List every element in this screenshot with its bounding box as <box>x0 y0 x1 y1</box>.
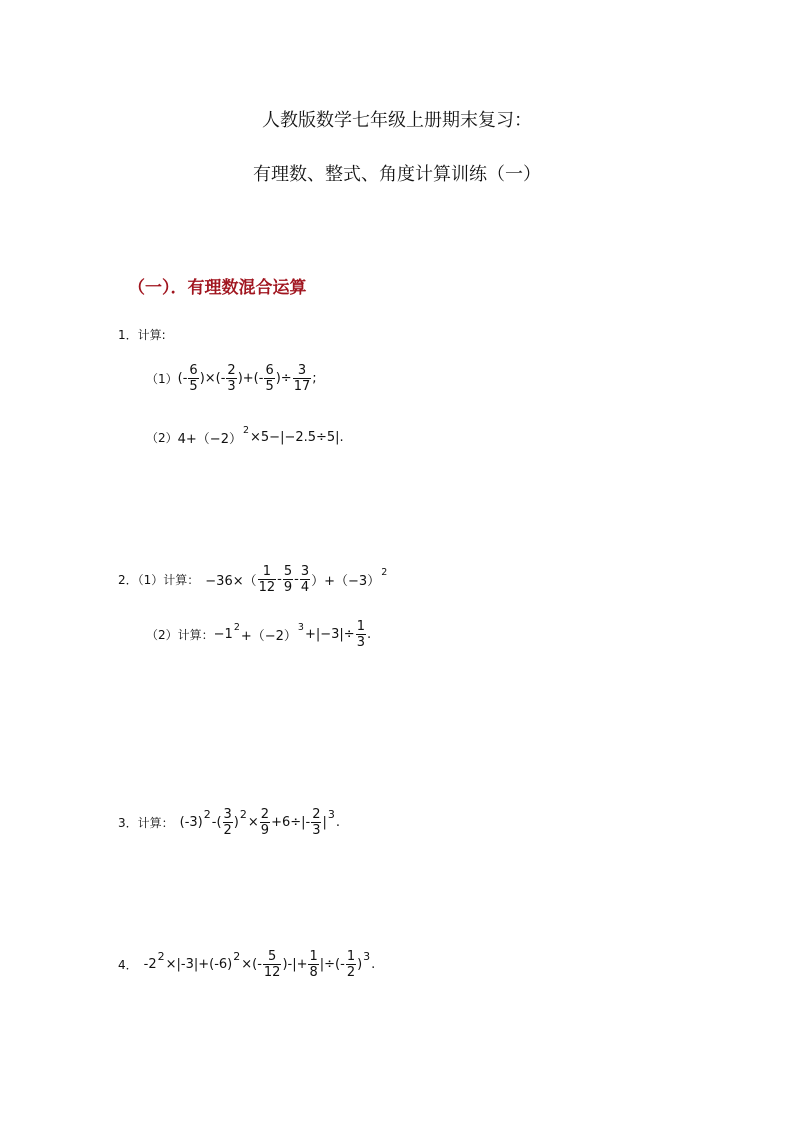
fraction <box>311 808 321 837</box>
exponent: 2 <box>239 808 247 821</box>
numerator: 6 <box>189 363 198 378</box>
numerator: 2 <box>260 807 270 822</box>
q1-p1-text: ; <box>312 371 317 386</box>
exponent: 2 <box>233 950 241 963</box>
q1-p1-text: )× <box>199 371 216 386</box>
numerator: 5 <box>268 949 277 964</box>
denominator: 12 <box>263 965 281 980</box>
q2-p2-text: +（−2） <box>240 629 297 644</box>
q3 <box>118 808 340 837</box>
fraction <box>263 950 282 979</box>
denominator: 12 <box>258 580 276 595</box>
exponent: 3 <box>327 808 335 821</box>
numerator: 1 <box>309 949 318 964</box>
q1-p2-text: ×5−|−2.5÷5|. <box>250 430 344 445</box>
q3-text: | <box>322 815 327 830</box>
q1-part2 <box>146 425 344 447</box>
fraction <box>308 950 318 979</box>
q4-label: 4． <box>118 958 138 972</box>
q2-part1 <box>118 565 388 594</box>
section-heading: （一）．有理数混合运算 <box>128 278 307 298</box>
denominator: 9 <box>283 580 293 595</box>
fraction <box>226 364 236 393</box>
q2-p1-text: ）+（−3） <box>311 574 381 589</box>
q2-p2-text: +|−3|÷ <box>304 627 355 642</box>
q1-p2-label: （2） <box>146 431 178 445</box>
q4-text: ×(- <box>241 957 262 972</box>
q2-p2-label: （2）计算： <box>146 628 214 642</box>
q3-label: 3．计算： <box>118 816 174 830</box>
exponent: 2 <box>233 622 240 633</box>
denominator: 5 <box>265 379 274 394</box>
exponent: 3 <box>363 950 371 963</box>
q1-p2-text: 4+（−2） <box>177 432 242 447</box>
q1-label: 1．计算: <box>118 328 166 342</box>
exponent: 2 <box>203 808 211 821</box>
denominator: 9 <box>260 823 270 838</box>
q1-p1-text: )÷ <box>275 371 292 386</box>
q1-p1-text: (- <box>253 371 264 386</box>
fraction <box>356 620 366 649</box>
numerator: 1 <box>346 949 356 964</box>
fraction <box>293 364 312 393</box>
denominator: 3 <box>356 635 365 650</box>
numerator: 5 <box>283 564 293 579</box>
numerator: 3 <box>297 363 307 378</box>
numerator: 3 <box>300 564 310 579</box>
page-title-line2: 有理数、整式、角度计算训练（一） <box>253 164 541 185</box>
q4-text: ×|-3|+(-6) <box>165 957 233 972</box>
numerator: 3 <box>223 807 232 822</box>
exponent: 2 <box>157 950 165 963</box>
fraction <box>300 565 310 594</box>
q3-text: . <box>335 815 341 830</box>
numerator: 2 <box>227 363 236 378</box>
q2-p2-text: −1 <box>213 627 233 642</box>
q1-p1-text: (- <box>177 371 188 386</box>
exponent: 2 <box>381 567 388 578</box>
q2-p1-text: −36×（ <box>205 574 257 589</box>
q4-text: ) <box>357 957 363 972</box>
numerator: 1 <box>262 564 272 579</box>
denominator: 8 <box>309 965 318 980</box>
q3-text: × <box>247 815 259 830</box>
denominator: 3 <box>312 823 321 838</box>
denominator: 3 <box>227 379 236 394</box>
q4-text: )-|+ <box>282 957 308 972</box>
denominator: 17 <box>293 379 311 394</box>
exponent: 3 <box>297 622 304 633</box>
fraction <box>283 565 293 594</box>
numerator: 2 <box>312 807 321 822</box>
fraction <box>223 808 233 837</box>
q4-text: -2 <box>143 957 157 972</box>
q4-text: |÷(- <box>319 957 345 972</box>
fraction <box>188 364 198 393</box>
numerator: 1 <box>356 619 365 634</box>
denominator: 2 <box>223 823 232 838</box>
q1-p1-text: )+ <box>237 371 254 386</box>
q2-p1-text: - <box>277 572 282 587</box>
q3-text: ) <box>233 815 239 830</box>
numerator: 6 <box>265 363 274 378</box>
q2-part2 <box>146 620 371 649</box>
q2-p2-text: . <box>366 627 372 642</box>
exponent: 2 <box>242 425 250 436</box>
q1-p1-text: (- <box>215 371 226 386</box>
denominator: 2 <box>346 965 356 980</box>
fraction <box>346 950 356 979</box>
q3-text: +6÷|- <box>271 815 311 830</box>
denominator: 5 <box>189 379 198 394</box>
q1-part1 <box>146 364 317 393</box>
q4-text: . <box>371 957 376 972</box>
fraction <box>260 808 270 837</box>
q1-p1-label: （1） <box>146 372 178 386</box>
q2-label: 2．（1）计算： <box>118 573 200 587</box>
denominator: 4 <box>300 580 310 595</box>
fraction <box>258 565 277 594</box>
fraction <box>264 364 274 393</box>
q3-text: -( <box>211 815 222 830</box>
q2-p1-text: - <box>294 572 299 587</box>
page-title-line1: 人教版数学七年级上册期末复习： <box>262 110 532 131</box>
q4 <box>118 950 375 979</box>
q3-text: (-3) <box>179 815 203 830</box>
